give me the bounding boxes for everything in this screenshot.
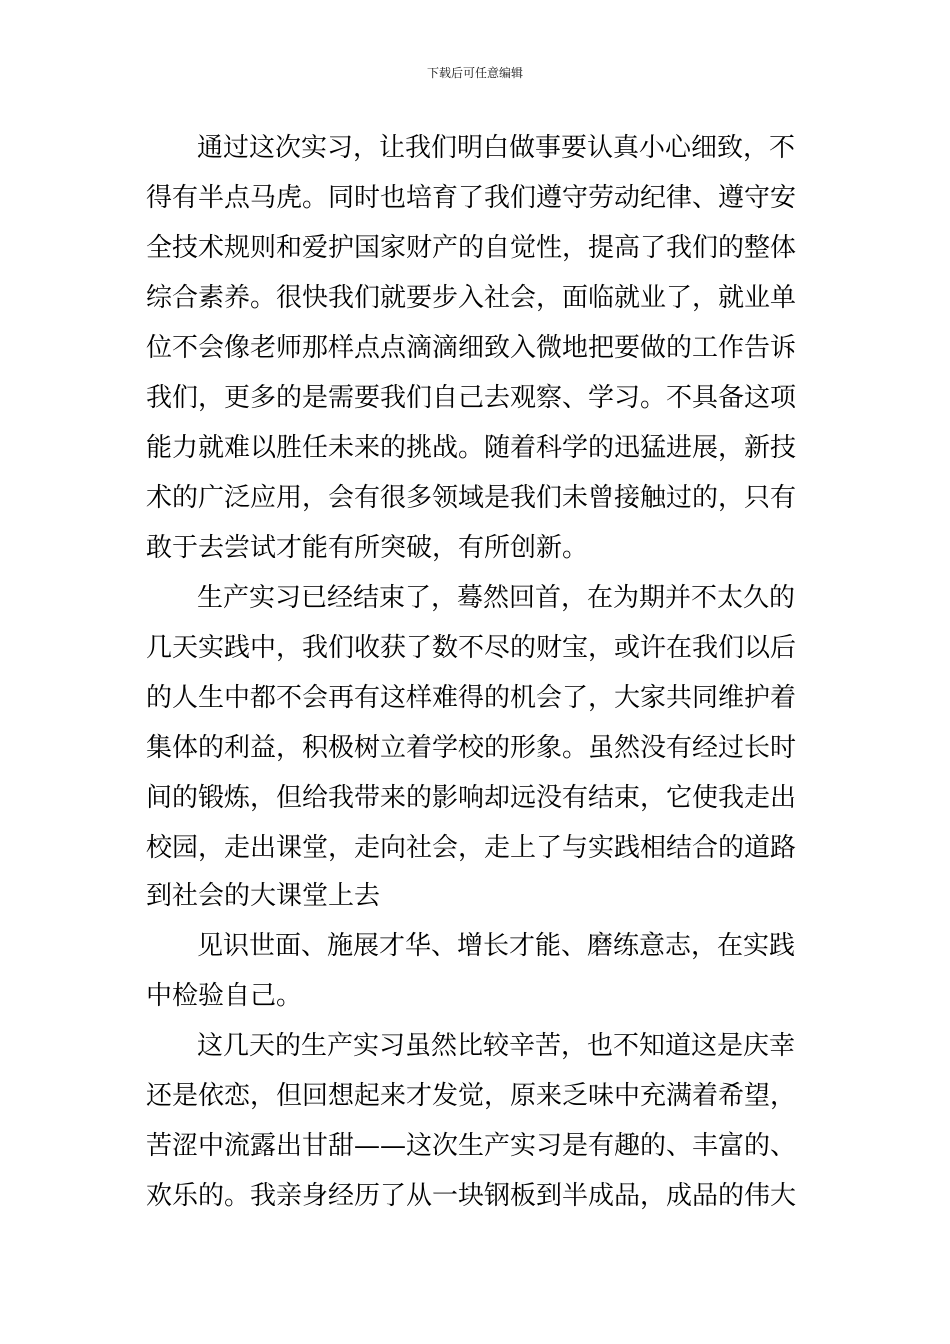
page-header: 下载后可任意编辑 [426, 66, 523, 80]
text-line: 得有半点马虎。同时也培育了我们遵守劳动纪律、遵守安 [146, 183, 797, 213]
text-line: 见识世面、施展才华、增长才能、磨练意志，在实践 [197, 931, 796, 961]
text-line: 欢乐的。我亲身经历了从一块钢板到半成品，成品的伟大 [146, 1181, 797, 1211]
text-line: 集体的利益，积极树立着学校的形象。虽然没有经过长时 [146, 733, 797, 763]
text-line: 敢于去尝试才能有所突破，有所创新。 [146, 533, 589, 563]
text-line: 的人生中都不会再有这样难得的机会了，大家共同维护着 [146, 683, 797, 713]
text-line: 这几天的生产实习虽然比较辛苦，也不知道这是庆幸 [197, 1031, 796, 1061]
text-line: 中检验自己。 [146, 981, 303, 1011]
text-line: 到社会的大课堂上去 [146, 881, 381, 911]
text-line: 几天实践中，我们收获了数不尽的财宝，或许在我们以后 [146, 633, 797, 663]
text-line: 能力就难以胜任未来的挑战。随着科学的迅猛进展，新技 [146, 433, 797, 463]
text-line: 间的锻炼，但给我带来的影响却远没有结束，它使我走出 [146, 783, 797, 813]
text-line: 位不会像老师那样点点滴滴细致入微地把要做的工作告诉 [146, 333, 797, 363]
text-line: 苦涩中流露出甘甜——这次生产实习是有趣的、丰富的、 [146, 1131, 797, 1161]
text-line: 全技术规则和爱护国家财产的自觉性，提高了我们的整体 [146, 233, 797, 263]
text-line: 术的广泛应用，会有很多领域是我们未曾接触过的，只有 [146, 483, 797, 513]
text-line: 通过这次实习，让我们明白做事要认真小心细致，不 [197, 133, 796, 163]
text-line: 综合素养。很快我们就要步入社会，面临就业了，就业单 [146, 283, 797, 313]
text-line: 还是依恋，但回想起来才发觉，原来乏味中充满着希望， [146, 1081, 797, 1111]
text-line: 我们，更多的是需要我们自己去观察、学习。不具备这项 [146, 383, 797, 413]
text-line: 生产实习已经结束了，蓦然回首，在为期并不太久的 [197, 583, 796, 613]
text-line: 校园，走出课堂，走向社会，走上了与实践相结合的道路 [146, 833, 797, 863]
